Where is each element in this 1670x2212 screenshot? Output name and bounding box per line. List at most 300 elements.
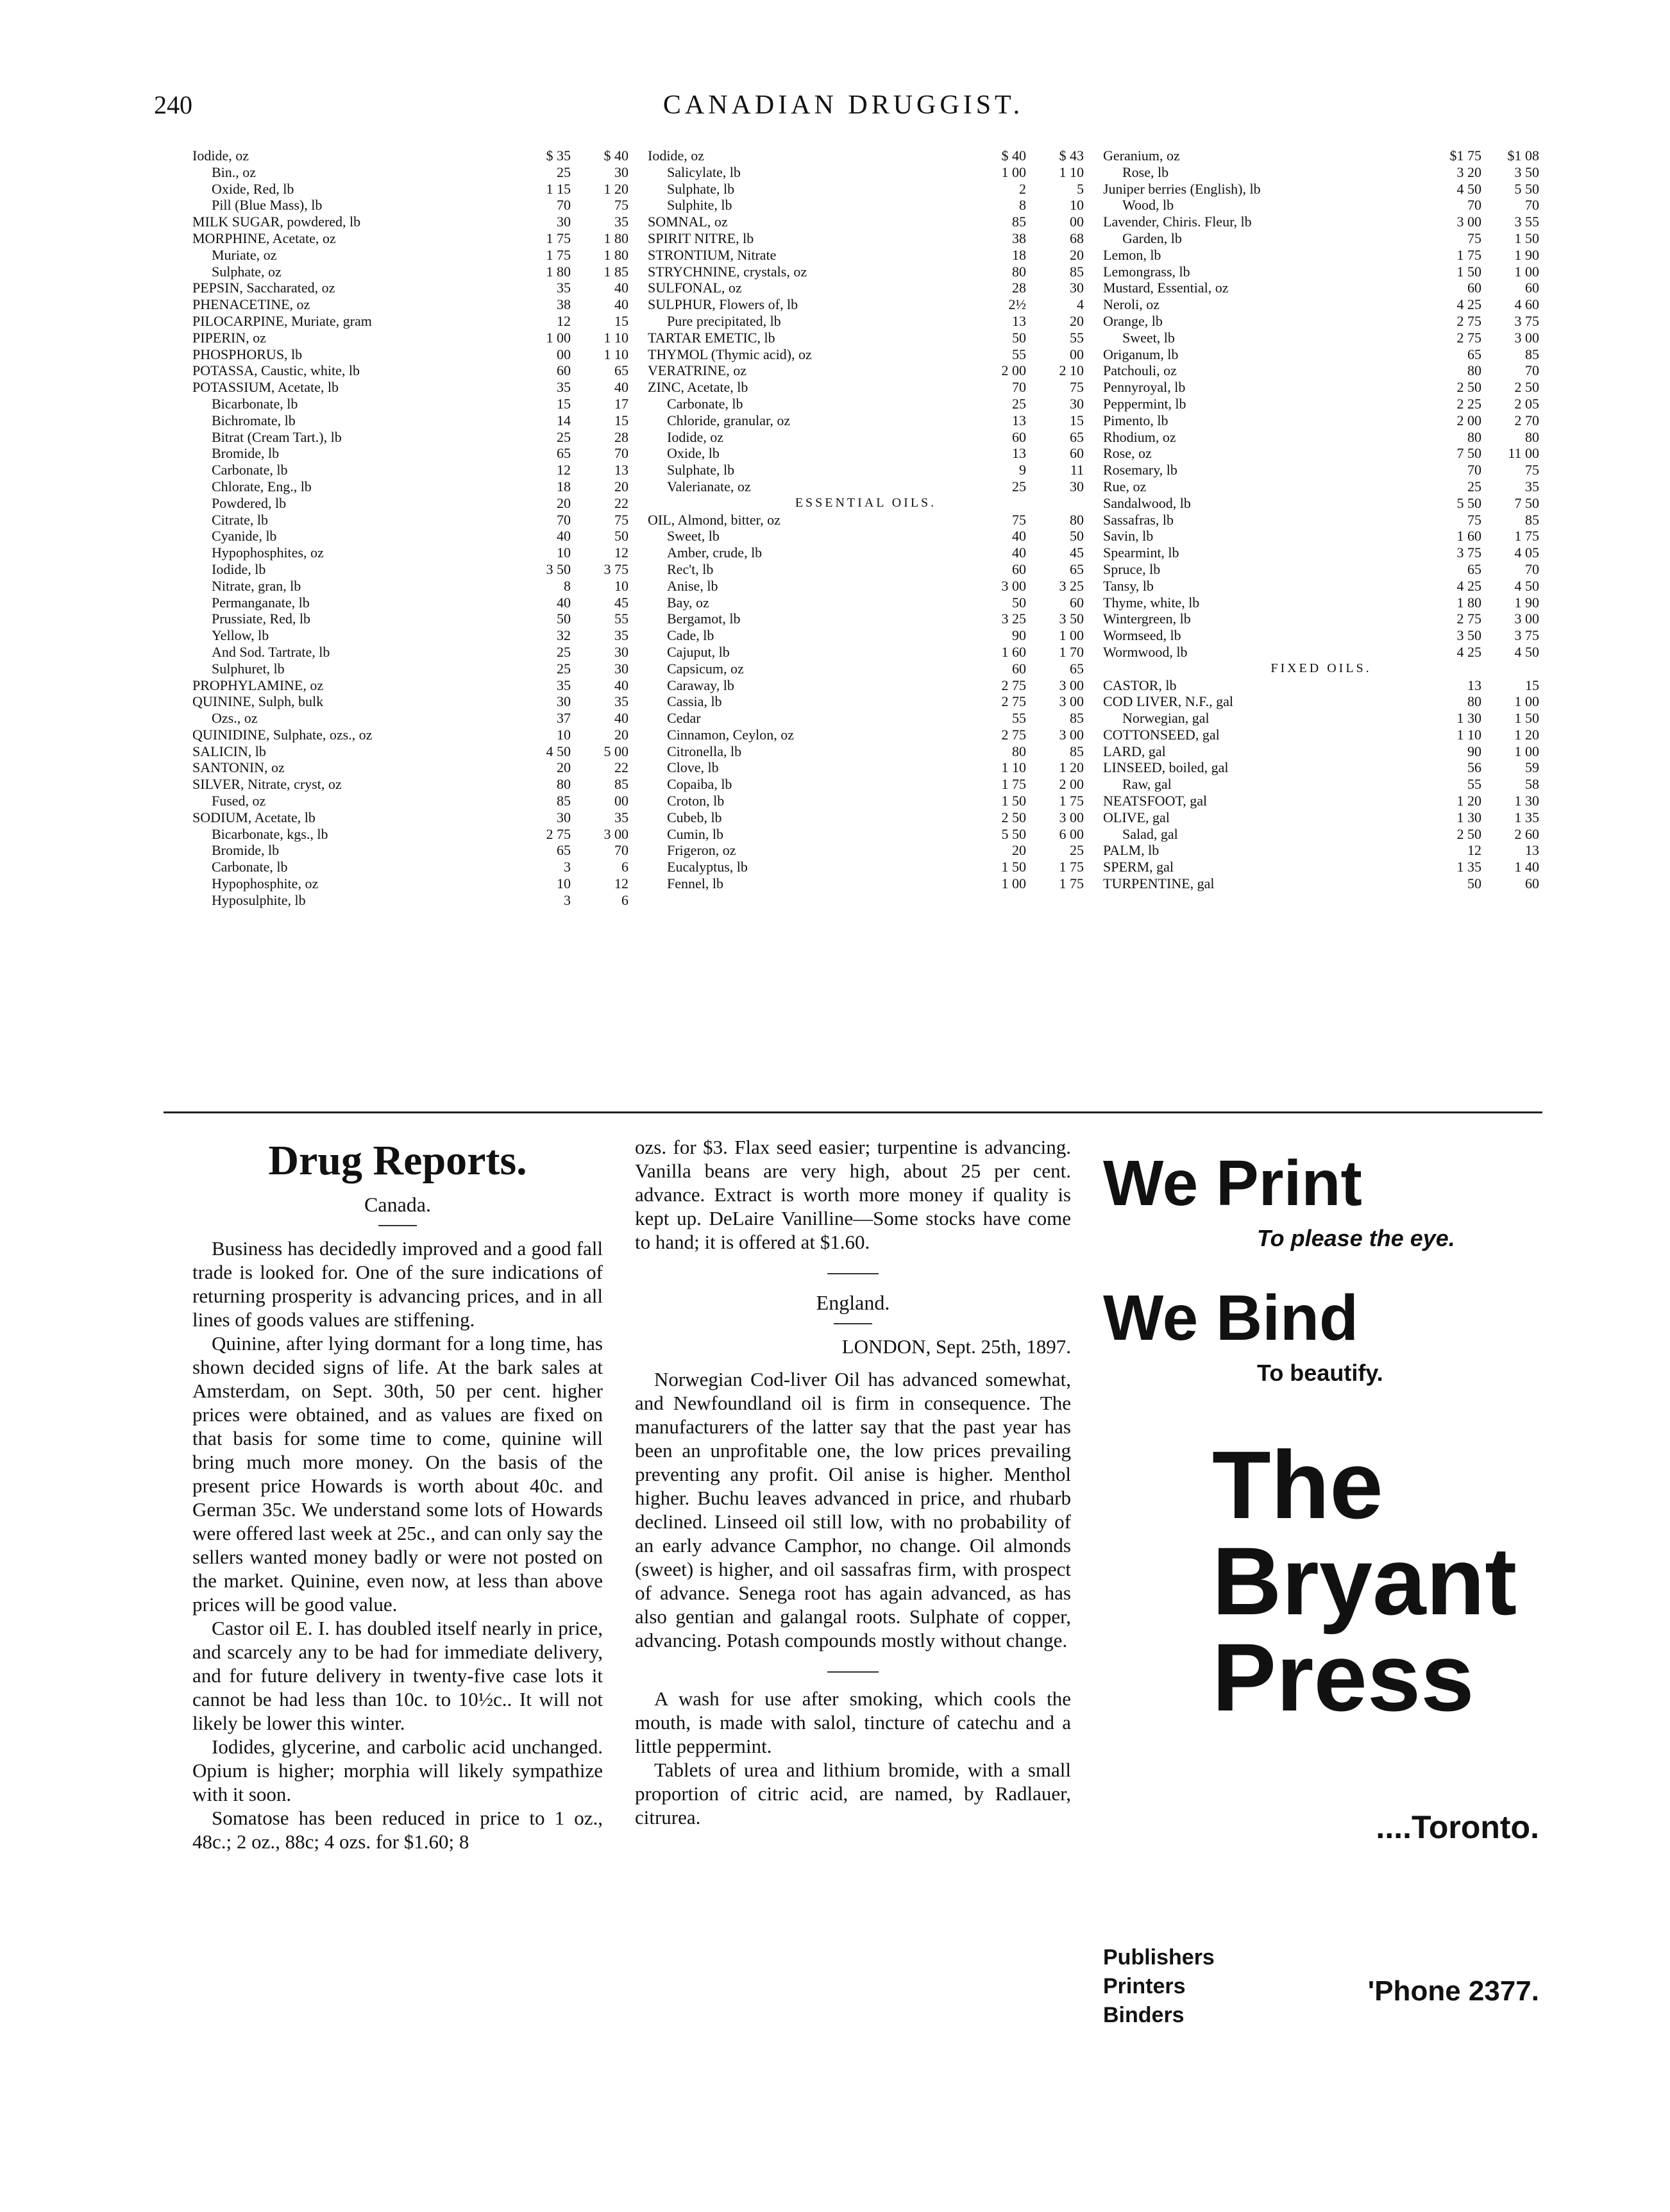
item-name <box>192 379 513 396</box>
price-row <box>1103 710 1539 727</box>
price-high: 6 <box>621 891 628 908</box>
price-low: 80 <box>1467 428 1481 445</box>
price-high: 30 <box>1070 280 1084 296</box>
price-low: 75 <box>1012 511 1026 528</box>
item-name-text: POTASSIUM, Acetate, lb <box>192 379 339 396</box>
price-high: 35 <box>614 693 628 710</box>
item-name-text: Salad, gal <box>1122 825 1178 842</box>
item-name-text: Hypophosphite, oz <box>212 875 319 892</box>
price-row <box>192 776 628 793</box>
price-high: 3 00 <box>1514 611 1539 627</box>
price-low: 55 <box>1012 346 1026 362</box>
price-low: 1 60 <box>1456 528 1481 545</box>
price-row <box>648 710 1084 727</box>
price-low: 35 <box>557 280 571 296</box>
price-low: 2½ <box>1008 296 1026 313</box>
price-high: 40 <box>614 677 628 693</box>
item-name-text: STRONTIUM, Nitrate <box>648 246 777 263</box>
price-low: $1 75 <box>1449 148 1481 164</box>
item-name-text: Lemon, lb <box>1103 246 1161 263</box>
price-low: 3 00 <box>1001 577 1026 594</box>
item-name-text: Bromide, lb <box>212 445 280 462</box>
item-name <box>1103 793 1424 809</box>
item-name <box>192 743 513 760</box>
item-name-text: Iodide, lb <box>212 561 266 577</box>
canada-paragraph: Quinine, after lying dormant for a long time, has shown decided signs of life. At the bark sales at Amsterdam, on Sept. 30th, 50 per cent. higher prices were obtained, and as values are fixed on that basis for some time to come, quinine will bring much more money. On the basis of the present price Howards is worth about 40c. and German 35c. We understand some lots of Howards were offered last week at 25c., and can only say the sellers wanted money badly or were not posted on the market. Quinine, even now, at less than above prices will be good value. <box>192 1332 603 1616</box>
price-high: 45 <box>614 594 628 611</box>
price-row <box>1103 445 1539 462</box>
item-name <box>648 727 968 743</box>
price-low: 65 <box>1467 346 1481 362</box>
price-row <box>1103 561 1539 578</box>
price-row <box>1103 214 1539 230</box>
price-low: 2 50 <box>1456 379 1481 396</box>
price-row <box>648 412 1084 429</box>
price-high: 2 05 <box>1514 395 1539 412</box>
item-name <box>1103 330 1424 346</box>
item-name <box>648 478 968 495</box>
price-low: 2 75 <box>1001 693 1026 710</box>
price-low: 00 <box>557 346 571 362</box>
item-name-text: Garden, lb <box>1122 230 1182 246</box>
price-row <box>648 197 1084 214</box>
price-low: 1 75 <box>1456 246 1481 263</box>
price-low: 35 <box>557 677 571 693</box>
price-high: 20 <box>614 726 628 743</box>
item-name <box>648 197 968 214</box>
item-name <box>1103 429 1424 446</box>
item-name-text: Copaiba, lb <box>667 776 732 793</box>
item-name <box>648 214 968 230</box>
dateline: LONDON, Sept. 25th, 1897. <box>841 1335 1071 1358</box>
canada-paragraph: Iodides, glycerine, and carbolic acid unchanged. Opium is higher; morphia will likely sympathize with it soon. <box>192 1735 603 1805</box>
price-low: 10 <box>557 875 571 892</box>
price-row <box>1103 412 1539 429</box>
price-row <box>648 512 1084 528</box>
price-low: 12 <box>557 312 571 329</box>
price-low: 3 50 <box>546 561 571 577</box>
item-name-text: Oxide, Red, lb <box>212 180 294 197</box>
price-high: 65 <box>614 362 628 379</box>
item-name-text: Spruce, lb <box>1103 561 1161 577</box>
price-row <box>192 330 628 346</box>
item-name-text: Mustard, Essential, oz <box>1103 280 1229 296</box>
item-name <box>1103 826 1424 843</box>
price-low: 60 <box>1012 428 1026 445</box>
price-row <box>1103 346 1539 363</box>
item-name <box>648 677 968 694</box>
item-name <box>648 644 968 661</box>
price-low: 90 <box>1467 743 1481 759</box>
price-low: 1 20 <box>1456 793 1481 809</box>
item-name <box>192 164 513 181</box>
price-high: 70 <box>1525 362 1539 379</box>
price-high: 45 <box>1070 545 1084 561</box>
item-name-text: MILK SUGAR, powdered, lb <box>192 214 361 230</box>
item-name-text: Rhodium, oz <box>1103 428 1176 445</box>
item-name <box>648 412 968 429</box>
item-name <box>648 148 968 164</box>
price-row <box>1103 181 1539 198</box>
item-name <box>648 759 968 776</box>
item-name <box>192 330 513 346</box>
price-row <box>1103 462 1539 478</box>
price-high: 1 75 <box>1514 528 1539 545</box>
item-name-text: SODIUM, Acetate, lb <box>192 809 316 825</box>
item-name-text: Pill (Blue Mass), lb <box>212 197 323 214</box>
item-name <box>648 793 968 809</box>
price-row <box>192 214 628 230</box>
price-high: 75 <box>1525 462 1539 478</box>
price-row <box>1103 644 1539 661</box>
price-low: 3 <box>564 891 571 908</box>
item-name-text: Chloride, granular, oz <box>667 412 791 428</box>
price-column-1 <box>192 148 628 909</box>
item-name <box>192 859 513 875</box>
price-row <box>648 875 1084 892</box>
item-name-text: Pennyroyal, lb <box>1103 379 1186 396</box>
item-name-text: SILVER, Nitrate, cryst, oz <box>192 776 342 793</box>
price-low: 60 <box>1467 280 1481 296</box>
price-row <box>1103 379 1539 396</box>
price-high: 4 50 <box>1514 643 1539 660</box>
price-row <box>1103 148 1539 164</box>
price-row <box>648 346 1084 363</box>
item-name-text: STRYCHNINE, crystals, oz <box>648 263 807 280</box>
price-row <box>192 809 628 826</box>
price-row <box>192 478 628 495</box>
price-high: 1 70 <box>1059 643 1084 660</box>
price-row <box>648 809 1084 826</box>
price-row <box>192 396 628 412</box>
price-section-heading: FIXED OILS. <box>1270 661 1372 675</box>
price-high: 35 <box>614 627 628 644</box>
item-name-text: Bromide, lb <box>212 842 280 859</box>
price-row <box>648 445 1084 462</box>
price-low: 40 <box>557 528 571 545</box>
price-low: 2 75 <box>1456 329 1481 346</box>
item-name-text: Sulphate, oz <box>212 263 282 280</box>
price-row <box>648 164 1084 181</box>
price-row <box>648 661 1084 677</box>
price-low: 1 75 <box>546 246 571 263</box>
price-low: 9 <box>1019 462 1026 478</box>
price-row <box>648 561 1084 578</box>
item-name <box>192 429 513 446</box>
bryant-press-advertisement <box>1103 1148 1552 2084</box>
note-paragraph: A wash for use after smoking, which cools the mouth, is made with salol, tincture of catechu and a little peppermint. <box>635 1687 1071 1757</box>
price-row <box>648 611 1084 627</box>
price-row <box>1103 859 1539 875</box>
item-name <box>648 396 968 412</box>
price-low: 25 <box>557 428 571 445</box>
price-row <box>648 693 1084 710</box>
price-row <box>1103 793 1539 809</box>
price-high: 1 00 <box>1514 743 1539 759</box>
price-low: 1 00 <box>1001 875 1026 892</box>
price-low: 37 <box>557 710 571 727</box>
item-name-text: Lemongrass, lb <box>1103 263 1190 280</box>
item-name <box>1103 842 1424 859</box>
price-low: 35 <box>557 379 571 396</box>
price-low: 2 25 <box>1456 395 1481 412</box>
price-row <box>648 595 1084 611</box>
price-row <box>648 677 1084 694</box>
item-name <box>1103 346 1424 363</box>
price-row <box>1103 776 1539 793</box>
price-high: 1 90 <box>1514 246 1539 263</box>
price-row <box>648 462 1084 478</box>
price-row <box>192 545 628 561</box>
price-row <box>1103 396 1539 412</box>
price-high: 68 <box>1070 230 1084 246</box>
price-high: 3 50 <box>1514 164 1539 180</box>
item-name-text: VERATRINE, oz <box>648 362 746 379</box>
price-low: 13 <box>1012 312 1026 329</box>
item-name-text: Iodide, oz <box>667 428 723 445</box>
price-high: 1 20 <box>1059 759 1084 776</box>
item-name <box>192 627 513 644</box>
price-high: 30 <box>614 164 628 180</box>
item-name <box>648 595 968 611</box>
item-name-text: Caraway, lb <box>667 677 734 693</box>
item-name-text: Wintergreen, lb <box>1103 611 1191 627</box>
page-number: 240 <box>154 90 192 119</box>
price-high: 1 20 <box>603 180 628 197</box>
price-high: 2 00 <box>1059 776 1084 793</box>
price-high: 11 00 <box>1508 445 1539 462</box>
price-low: 28 <box>1012 280 1026 296</box>
price-row <box>1103 495 1539 512</box>
price-row <box>1103 611 1539 627</box>
price-low: 1 75 <box>1001 776 1026 793</box>
item-name <box>1103 197 1424 214</box>
price-low: 13 <box>1012 445 1026 462</box>
price-row <box>1103 578 1539 595</box>
price-high: 3 55 <box>1514 214 1539 230</box>
price-high: 12 <box>614 545 628 561</box>
item-name <box>648 627 968 644</box>
price-low: 1 30 <box>1456 710 1481 727</box>
price-low: 1 10 <box>1001 759 1026 776</box>
price-row <box>1103 164 1539 181</box>
item-name <box>1103 214 1424 230</box>
price-row <box>1103 296 1539 313</box>
price-high: 1 75 <box>1059 875 1084 892</box>
price-high: 28 <box>614 428 628 445</box>
price-row <box>648 478 1084 495</box>
item-name-text: MORPHINE, Acetate, oz <box>192 230 336 246</box>
price-row <box>648 842 1084 859</box>
item-name-text: Carbonate, lb <box>212 859 288 875</box>
price-high: 3 00 <box>1514 329 1539 346</box>
item-name <box>192 478 513 495</box>
price-low: 1 00 <box>1001 164 1026 180</box>
item-name <box>648 445 968 462</box>
item-name <box>192 578 513 595</box>
price-row <box>648 280 1084 296</box>
item-name-text: Rosemary, lb <box>1103 462 1177 478</box>
price-low: 2 00 <box>1456 412 1481 428</box>
item-name-text: Cyanide, lb <box>212 528 277 545</box>
item-name <box>192 462 513 478</box>
divider-line <box>827 1671 879 1673</box>
price-row <box>1103 677 1539 694</box>
canada-paragraph: Business has decidedly improved and a good fall trade is looked for. One of the sure indications of returning prosperity is advancing prices, and in all lines of goods values are stiffening. <box>192 1237 603 1331</box>
item-name-text: Sassafras, lb <box>1103 511 1174 528</box>
item-name <box>192 197 513 214</box>
item-name-text: TURPENTINE, gal <box>1103 875 1215 892</box>
item-name <box>648 661 968 677</box>
running-title: CANADIAN DRUGGIST. <box>662 90 1024 120</box>
price-high: 22 <box>614 759 628 776</box>
item-name-text: Peppermint, lb <box>1103 395 1186 412</box>
price-low: 2 75 <box>1001 677 1026 693</box>
price-high: 65 <box>1070 561 1084 577</box>
price-low: 50 <box>557 611 571 627</box>
price-low: 90 <box>1012 627 1026 644</box>
item-name-text: Raw, gal <box>1122 776 1172 793</box>
price-high: 10 <box>614 577 628 594</box>
item-name-text: Hypophosphites, oz <box>212 545 324 561</box>
price-high: 15 <box>614 312 628 329</box>
item-name <box>648 280 968 296</box>
price-high: 70 <box>614 445 628 462</box>
price-low: 1 80 <box>1456 594 1481 611</box>
price-low: 25 <box>557 643 571 660</box>
item-name <box>1103 809 1424 826</box>
item-name-text: Cade, lb <box>667 627 714 644</box>
price-low: 1 75 <box>546 230 571 246</box>
item-name-text: Powdered, lb <box>212 494 287 511</box>
price-high: 85 <box>1525 511 1539 528</box>
price-high: 30 <box>614 660 628 677</box>
company-name-bryant: Bryant <box>1212 1527 1517 1635</box>
price-column-3 <box>1103 148 1539 892</box>
item-name-text: Sweet, lb <box>667 528 720 545</box>
price-low: 38 <box>557 296 571 313</box>
item-name <box>648 512 968 528</box>
price-high: 2 70 <box>1514 412 1539 428</box>
price-high: 10 <box>1070 197 1084 214</box>
item-name-text: Yellow, lb <box>212 627 269 644</box>
item-name-text: Bitrat (Cream Tart.), lb <box>212 428 342 445</box>
price-row <box>192 743 628 760</box>
price-high: 1 00 <box>1514 263 1539 280</box>
price-row <box>1103 595 1539 611</box>
item-name-text: Citronella, lb <box>667 743 742 759</box>
price-low: 3 00 <box>1456 214 1481 230</box>
price-low: 4 25 <box>1456 577 1481 594</box>
item-name <box>192 214 513 230</box>
item-name-text: Bicarbonate, kgs., lb <box>212 825 328 842</box>
price-section-heading: ESSENTIAL OILS. <box>795 495 937 510</box>
price-high: 3 00 <box>1059 809 1084 825</box>
price-high: 1 20 <box>1514 726 1539 743</box>
item-name-text: PHOSPHORUS, lb <box>192 346 303 362</box>
item-name-text: Neroli, oz <box>1103 296 1160 313</box>
item-name-text: Tansy, lb <box>1103 577 1154 594</box>
item-name <box>1103 528 1424 545</box>
item-name <box>1103 545 1424 561</box>
price-low: 20 <box>1012 842 1026 859</box>
price-high: 15 <box>1070 412 1084 428</box>
item-name <box>192 313 513 330</box>
item-name-text: Pimento, lb <box>1103 412 1168 428</box>
price-low: 1 10 <box>1456 726 1481 743</box>
price-high: 40 <box>614 710 628 727</box>
item-name-text: PEPSIN, Saccharated, oz <box>192 280 335 296</box>
price-low: 3 75 <box>1456 545 1481 561</box>
price-column-2 <box>648 148 1084 892</box>
price-low: 2 00 <box>1001 362 1026 379</box>
price-row <box>192 578 628 595</box>
price-high: 3 50 <box>1059 611 1084 627</box>
item-name-text: Cubeb, lb <box>667 809 722 825</box>
price-row <box>648 379 1084 396</box>
item-name-text: Prussiate, Red, lb <box>212 611 310 627</box>
company-name-the: The <box>1212 1431 1383 1539</box>
price-high: 70 <box>1525 561 1539 577</box>
price-high: 30 <box>1070 395 1084 412</box>
price-low: 8 <box>564 577 571 594</box>
item-name-text: ZINC, Acetate, lb <box>648 379 748 396</box>
item-name <box>192 892 513 909</box>
price-low: 18 <box>557 478 571 494</box>
price-low: 12 <box>1467 842 1481 859</box>
price-high: 65 <box>1070 428 1084 445</box>
price-low: 32 <box>557 627 571 644</box>
item-name-text: Nitrate, gran, lb <box>212 577 301 594</box>
item-name <box>192 445 513 462</box>
price-high: 1 50 <box>1514 230 1539 246</box>
item-name-text: Valerianate, oz <box>667 478 751 494</box>
item-name <box>1103 181 1424 198</box>
price-low: 3 <box>564 859 571 875</box>
item-name-text: Savin, lb <box>1103 528 1154 545</box>
price-low: $ 35 <box>546 148 571 164</box>
price-low: 2 75 <box>1001 726 1026 743</box>
price-row <box>648 362 1084 379</box>
price-row <box>1103 478 1539 495</box>
item-name-text: COD LIVER, N.F., gal <box>1103 693 1233 710</box>
price-high: 3 00 <box>1059 693 1084 710</box>
price-high: 1 80 <box>603 230 628 246</box>
price-low: 4 50 <box>1456 180 1481 197</box>
note-paragraph: Tablets of urea and lithium bromide, with a small proportion of citric acid, are named, by Radlauer, citrurea. <box>635 1759 1071 1828</box>
price-row <box>192 528 628 545</box>
price-high: 35 <box>614 809 628 825</box>
price-low: 75 <box>1467 511 1481 528</box>
item-name-text: Juniper berries (English), lb <box>1103 180 1261 197</box>
price-row <box>1103 826 1539 843</box>
price-row <box>648 296 1084 313</box>
price-high: 50 <box>614 528 628 545</box>
price-high: 11 <box>1070 462 1084 478</box>
price-high: 55 <box>1070 329 1084 346</box>
item-name-text: Bichromate, lb <box>212 412 296 428</box>
price-row <box>192 230 628 247</box>
price-high: 60 <box>1070 594 1084 611</box>
item-name-text: Carbonate, lb <box>212 462 288 478</box>
item-name <box>648 181 968 198</box>
price-high: 75 <box>614 197 628 214</box>
price-row <box>1103 362 1539 379</box>
item-name <box>648 842 968 859</box>
price-low: 70 <box>557 511 571 528</box>
item-name-text: Sweet, lb <box>1122 329 1175 346</box>
item-name <box>648 264 968 280</box>
